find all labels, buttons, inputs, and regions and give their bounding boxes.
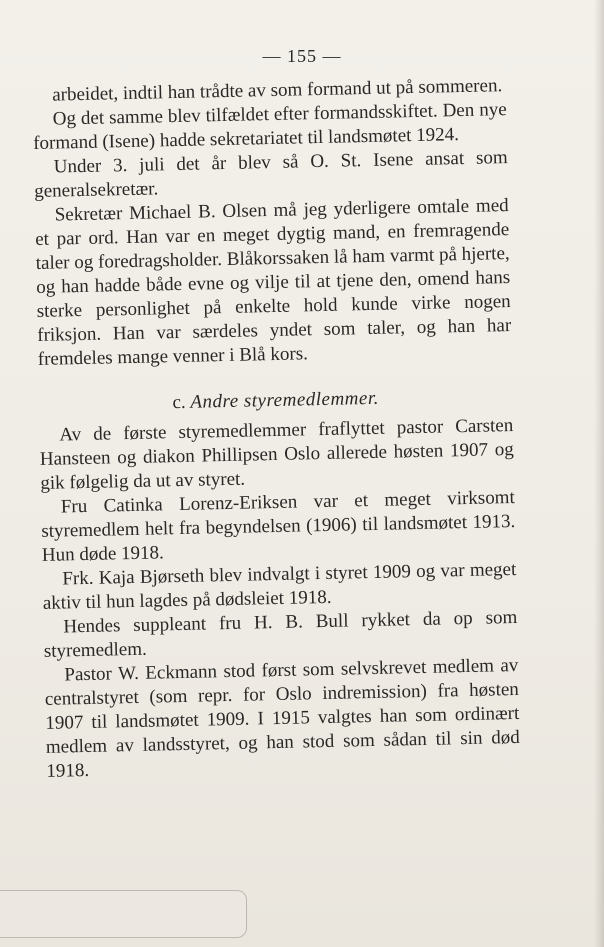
paragraph: Fru Catinka Lorenz-Eriksen var et meget virksomt styremedlem helt fra begyndelsen (1906) til landsmøtet 1913. Hun døde 1918. xyxy=(41,486,516,566)
paragraph: Under 3. juli det år blev så O. St. Isene ansat som generalsekretær. xyxy=(34,147,508,202)
section-heading xyxy=(38,384,512,418)
paragraph: Frk. Kaja Bjørseth blev indvalgt i styret 1909 og var meget aktiv til hun lagdes på dødsleiet 1918. xyxy=(42,558,517,614)
paragraph: Sekretær Michael B. Olsen må jeg yderligere omtale med et par ord. Han var en meget dygtig mand, en fremragende taler og foredragsholder. Blåkorssaken lå ham varmt på hjerte, og han hadde både evne og vilje til at tjene den, omend hans sterke personlighet på enkelte hold kunde virke nogen friksjon. Han var særdeles yndet som taler, og han har fremdeles mange venner i Blå kors. xyxy=(35,195,512,370)
paragraph: Av de første styremedlemmer fraflyttet pastor Carsten Hansteen og diakon Phillipsen Oslo allerede høsten 1907 og gik følgelig da ut av styret. xyxy=(39,414,514,494)
paragraph: Pastor W. Eckmann stod først som selvskrevet medlem av centralstyret (som repr. for Oslo indremission) fra høsten 1907 til landsmøtet 1909. I 1915 valgtes han som ordinært medlem av landsstyret, og han stod som sådan til sin død 1918. xyxy=(44,654,521,782)
section-heading-prefix: c. xyxy=(172,391,186,414)
paragraph: Hendes suppleant fru H. B. Bull rykket da op som styremedlem. xyxy=(43,606,518,662)
paragraph: Og det samme blev tilfældet efter formandsskiftet. Den nye formand (Isene) hadde sekretariatet til landsmøtet 1924. xyxy=(33,99,507,154)
page-text xyxy=(32,74,521,784)
paragraph: arbeidet, indtil han trådte av som formand ut på sommeren. xyxy=(52,75,503,106)
page-edge-shadow xyxy=(594,0,604,947)
page-number: — 155 — xyxy=(262,46,342,66)
page-tab-mark xyxy=(0,890,247,938)
section-heading-title: Andre styremedlemmer. xyxy=(190,387,380,413)
